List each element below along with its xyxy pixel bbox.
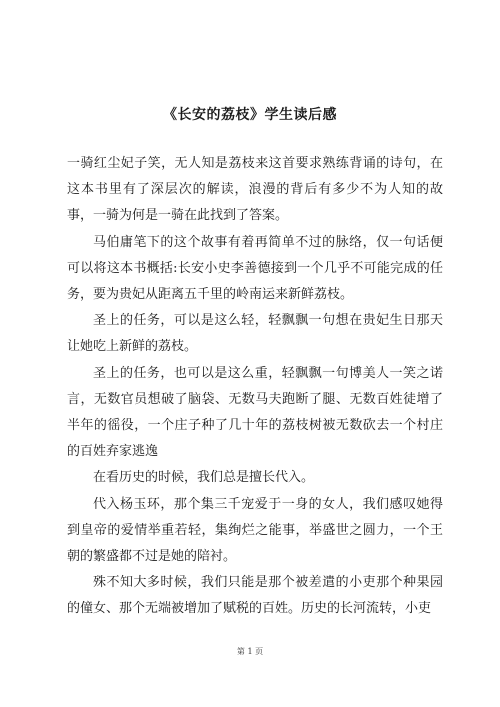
paragraph-2: 马伯庸笔下的这个故事有着再简单不过的脉络，仅一句话便可以将这本书概括:长安小史李善德接到一个几乎不可能完成的任务，要为贵妃从距离五千里的岭南运来新鲜荔枝。 <box>67 234 443 303</box>
page-number-footer: 第 1 页 <box>236 647 264 656</box>
paragraph-5: 在看历史的时候，我们总是擅长代入。 <box>93 470 315 486</box>
paragraph-7: 殊不知大多时候，我们只能是那个被差遣的小吏那个种果园的僮女、那个无端被增加了赋税的百姓。历史的长河流转，小吏 <box>67 575 443 617</box>
paragraph-1: 一骑红尘妃子笑，无人知是荔枝来这首要求熟练背诵的诗句，在这本书里有了深层次的解读，浪漫的背后有多少不为人知的故事，一骑为何是一骑在此找到了答案。 <box>67 156 443 224</box>
paragraph-6: 代入杨玉环，那个集三千宠爱于一身的女人，我们感叹她得到皇帝的爱情举重若轻，集绚烂之能事，举盛世之圆力，一个王朝的繁盛都不过是她的陪衬。 <box>67 496 443 565</box>
paragraph-3: 圣上的任务，可以是这么轻，轻飘飘一句想在贵妃生日那天让她吃上新鲜的荔枝。 <box>67 313 443 355</box>
paragraph-4: 圣上的任务，也可以是这么重，轻飘飘一句博美人一笑之诺言，无数官员想破了脑袋、无数马夫跑断了腿、无数百姓徒增了半年的徭役，一个庄子种了几十年的荔枝树被无数砍去一个村庄的百姓弃家逃逸 <box>67 365 443 460</box>
document-title: 《长安的荔枝》学生读后感 <box>163 107 337 123</box>
document-body <box>67 151 443 623</box>
